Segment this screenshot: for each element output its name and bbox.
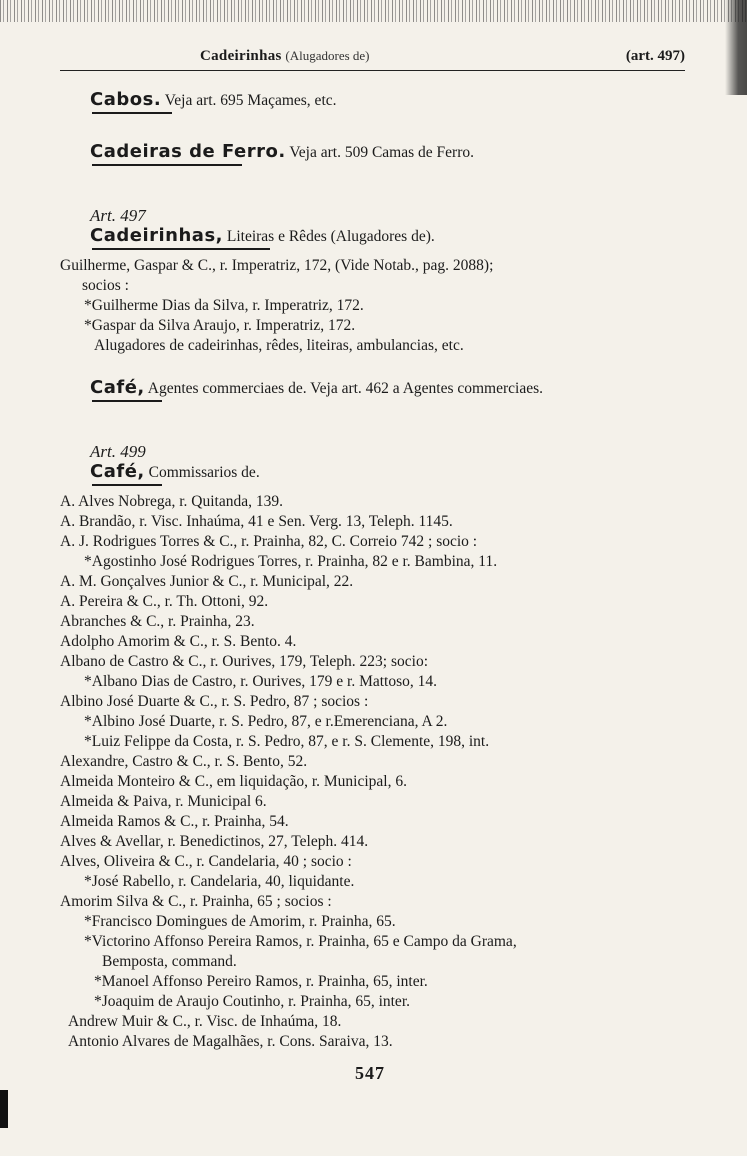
header-title bbox=[200, 48, 370, 65]
article-499-label bbox=[90, 442, 146, 462]
section-subheading: Commissarios de. bbox=[148, 464, 260, 481]
list-item: Albino José Duarte & C., r. S. Pedro, 87 ; socios : bbox=[60, 693, 369, 710]
list-item: *Albino José Duarte, r. S. Pedro, 87, e r.Emerenciana, A 2. bbox=[84, 713, 448, 730]
heading-underline bbox=[92, 112, 172, 114]
list-item: *Victorino Affonso Pereira Ramos, r. Prainha, 65 e Campo da Grama, bbox=[84, 933, 517, 950]
list-item: *Luiz Felippe da Costa, r. S. Pedro, 87, e r. S. Clemente, 198, int. bbox=[84, 733, 490, 750]
list-item: A. M. Gonçalves Junior & C., r. Municipal, 22. bbox=[60, 573, 354, 590]
list-item: Andrew Muir & C., r. Visc. de Inhaúma, 18. bbox=[68, 1013, 342, 1030]
heading-underline bbox=[92, 248, 270, 250]
section-heading: Café, bbox=[90, 461, 145, 482]
entry-text: Veja art. 509 Camas de Ferro. bbox=[289, 144, 474, 161]
list-item: Antonio Alvares de Magalhães, r. Cons. Saraiva, 13. bbox=[68, 1033, 393, 1050]
scan-edge-right bbox=[725, 0, 747, 95]
list-item: Bemposta, command. bbox=[102, 953, 237, 970]
list-item: *Gaspar da Silva Araujo, r. Imperatriz, 172. bbox=[84, 317, 356, 334]
list-item: Alves, Oliveira & C., r. Candelaria, 40 ; socio : bbox=[60, 853, 352, 870]
header-article-ref: (art. 497) bbox=[625, 48, 685, 64]
section-499-heading-line bbox=[90, 462, 260, 483]
list-item: A. Alves Nobrega, r. Quitanda, 139. bbox=[60, 493, 283, 510]
scan-noise-top bbox=[0, 0, 747, 22]
list-item: Almeida & Paiva, r. Municipal 6. bbox=[60, 793, 267, 810]
section-heading: Cadeirinhas, bbox=[90, 225, 223, 246]
entry-text: Agentes commerciaes de. Veja art. 462 a Agentes commerciaes. bbox=[147, 380, 544, 397]
article-497-label bbox=[90, 206, 146, 226]
list-item: A. J. Rodrigues Torres & C., r. Prainha, 82, C. Correio 742 ; socio : bbox=[60, 533, 478, 550]
list-item: Albano de Castro & C., r. Ourives, 179, Teleph. 223; socio: bbox=[60, 653, 429, 670]
list-item: Alexandre, Castro & C., r. S. Bento, 52. bbox=[60, 753, 308, 770]
list-item: Alves & Avellar, r. Benedictinos, 27, Teleph. 414. bbox=[60, 833, 369, 850]
list-item: Abranches & C., r. Prainha, 23. bbox=[60, 613, 255, 630]
entry-heading: Café, bbox=[90, 377, 145, 398]
page-number: 547 bbox=[355, 1063, 385, 1083]
list-item: *Albano Dias de Castro, r. Ourives, 179 e r. Mattoso, 14. bbox=[84, 673, 438, 690]
list-item: *José Rabello, r. Candelaria, 40, liquidante. bbox=[84, 873, 355, 890]
list-item: *Joaquim de Araujo Coutinho, r. Prainha, 65, inter. bbox=[94, 993, 410, 1010]
running-header bbox=[60, 48, 685, 70]
header-title-main: Cadeirinhas bbox=[200, 48, 282, 64]
header-title-sub: (Alugadores de) bbox=[285, 48, 370, 63]
list-item: Amorim Silva & C., r. Prainha, 65 ; socios : bbox=[60, 893, 332, 910]
list-item: A. Brandão, r. Visc. Inhaúma, 41 e Sen. Verg. 13, Teleph. 1145. bbox=[60, 513, 453, 530]
list-item: Almeida Monteiro & C., em liquidação, r. Municipal, 6. bbox=[60, 773, 407, 790]
entry-cabos bbox=[90, 90, 337, 111]
list-item: Guilherme, Gaspar & C., r. Imperatriz, 172, (Vide Notab., pag. 2088); bbox=[60, 257, 494, 274]
article-number: Art. 497 bbox=[90, 206, 146, 225]
list-item: *Agostinho José Rodrigues Torres, r. Prainha, 82 e r. Bambina, 11. bbox=[84, 553, 498, 570]
section-497-heading-line bbox=[90, 226, 435, 247]
scan-edge-left bbox=[0, 1090, 8, 1128]
entry-cadeiras-ferro bbox=[90, 142, 474, 163]
section-subheading: Liteiras e Rêdes (Alugadores de). bbox=[226, 228, 435, 245]
list-item: *Francisco Domingues de Amorim, r. Prainha, 65. bbox=[84, 913, 396, 930]
list-item: socios : bbox=[82, 277, 129, 294]
entry-heading: Cabos. bbox=[90, 89, 162, 110]
article-number: Art. 499 bbox=[90, 442, 146, 461]
heading-underline bbox=[92, 164, 242, 166]
list-item: Adolpho Amorim & C., r. S. Bento. 4. bbox=[60, 633, 297, 650]
list-item: A. Pereira & C., r. Th. Ottoni, 92. bbox=[60, 593, 269, 610]
list-item: Alugadores de cadeirinhas, rêdes, liteiras, ambulancias, etc. bbox=[94, 337, 464, 354]
heading-underline bbox=[92, 400, 162, 402]
list-item: *Guilherme Dias da Silva, r. Imperatriz, 172. bbox=[84, 297, 364, 314]
heading-underline bbox=[92, 484, 162, 486]
entry-cafe-agentes bbox=[90, 378, 543, 399]
entry-text: Veja art. 695 Maçames, etc. bbox=[164, 92, 337, 109]
list-item: *Manoel Affonso Pereiro Ramos, r. Prainha, 65, inter. bbox=[94, 973, 428, 990]
entry-heading: Cadeiras de Ferro. bbox=[90, 141, 286, 162]
header-rule bbox=[60, 70, 685, 71]
list-item: Almeida Ramos & C., r. Prainha, 54. bbox=[60, 813, 289, 830]
